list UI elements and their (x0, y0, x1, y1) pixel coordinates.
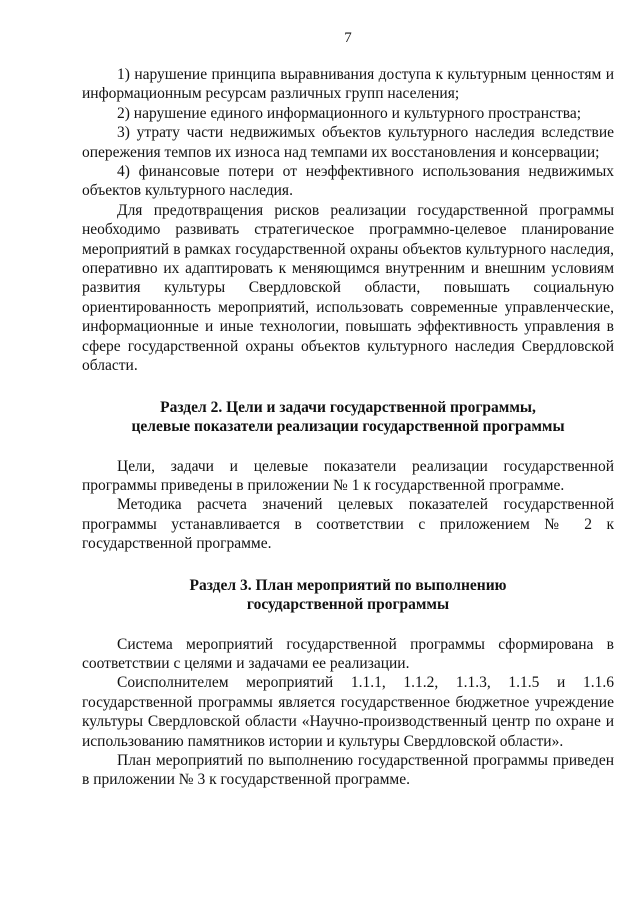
section-3-paragraph-3: План мероприятий по выполнению государственной программы приведен в приложении № 3 к государственной программе. (82, 751, 614, 789)
section-2-paragraph-1: Цели, задачи и целевые показатели реализации государственной программы приведены в приложении № 1 к государственной программе. (82, 457, 614, 494)
page-number: 7 (344, 30, 352, 46)
section-3-paragraph-1: Система мероприятий государственной программы сформирована в соответствии с целями и задачами ее реализации. (82, 635, 614, 672)
section-2-heading (82, 398, 614, 437)
section-2-paragraph-2: Методика расчета значений целевых показателей государственной программы устанавливается в соответствии с приложением № 2 к государственной программе. (82, 496, 614, 553)
section-3-body (82, 635, 614, 790)
section-3-heading-line-1: Раздел 3. План мероприятий по выполнению (189, 576, 507, 594)
section-3-paragraph-2: Соисполнителем мероприятий 1.1.1, 1.1.2, 1.1.3, 1.1.5 и 1.1.6 государственной программы является государственное бюджетное учреждение культуры Свердловской области «Научно-производственный центр по охране и использованию памятников истории и культуры Свердловской области». (82, 674, 614, 750)
risk-item-3: 3) утрату части недвижимых объектов культурного наследия вследствие опережения темпов их износа над темпами их восстановления и консервации; (82, 124, 614, 161)
risk-item-2: 2) нарушение единого информационного и культурного пространства; (117, 104, 582, 122)
document-page (82, 30, 614, 790)
section-2-heading-line-1: Раздел 2. Цели и задачи государственной программы, (160, 398, 536, 416)
section-3-heading-line-2: государственной программы (246, 596, 450, 614)
prevention-paragraph: Для предотвращения рисков реализации государственной программы необходимо развивать стратегическое программно-целевое планирование мероприятий в рамках государственной охраны объектов культурного наследия, оперативно их адаптировать к меняющимся внутренним и внешним условиям развития культуры Свердловской области, повышать социальную ориентированность мероприятий, использовать современные управленческие, информационные и иные технологии, повышать эффективность управления в сфере государственной охраны объектов культурного наследия Свердловской области. (82, 201, 614, 375)
section-3-heading (82, 576, 614, 615)
risk-item-4: 4) финансовые потери от неэффективного использования недвижимых объектов культурного наследия. (82, 163, 614, 200)
risk-item-1: 1) нарушение принципа выравнивания доступа к культурным ценностям и информационным ресурсам различных групп населения; (82, 66, 614, 103)
section-2-body (82, 457, 614, 554)
section-2-heading-line-2: целевые показатели реализации государственной программы (131, 418, 565, 435)
